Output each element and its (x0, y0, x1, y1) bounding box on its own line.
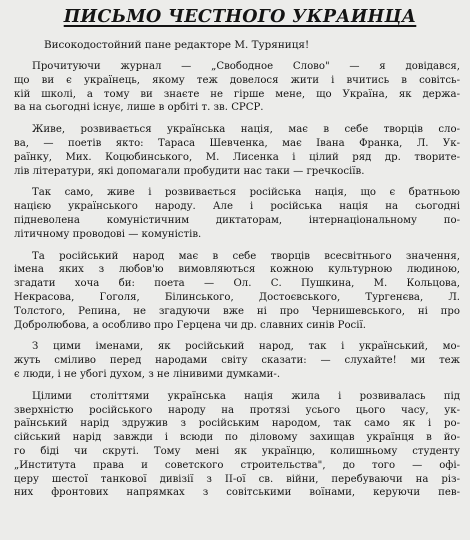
text-line: кій школі, а тому ви знаєте не гірше мене, що Україна, як держа- (14, 88, 460, 100)
text-line: раїнку, Мих. Коцюбинського, М. Лисенка і цілий ряд др. творите- (14, 151, 460, 163)
paragraph-6 (14, 390, 460, 500)
text-line: церу шестої танкової дивізії з ІІ-ої св. війни, перебуваючи на різ- (14, 473, 460, 485)
text-line: згадати хоча би: поета — Ол. С. Пушкина, М. Кольцова, (14, 278, 460, 290)
text-line: З цими іменами, як російський народ, так і український, мо- (32, 341, 460, 353)
text-line: них фронтових напрямках з совітськими воїнами, керуючи пев- (14, 487, 460, 499)
text-line: Толстого, Репина, не згадуючи вже ні про Чернишевського, ні про (14, 305, 460, 317)
paragraph-3 (14, 186, 460, 241)
text-line: підневолена комуністичним диктаторам, інтернаціональному по- (14, 214, 460, 226)
text-line: літичному проводові — комуністів. (14, 228, 202, 240)
letter-greeting: Високодостойний пане редакторе М. Туряниця! (44, 39, 310, 51)
text-line: Прочитуючи журнал — „Свободное Слово" — я довідався, (32, 61, 460, 72)
paragraph-5 (14, 340, 460, 381)
text-line: раїнський нарід здружив з російським народом, так само як і ро- (14, 418, 460, 430)
text-line: сійський нарід завжди і всюди по діловому захищав українця в йо- (14, 432, 460, 444)
text-line: є люди, і не убогі духом, з не лінивими думками-. (14, 368, 281, 380)
text-line: лів літератури, які допомагали пробудити нас таки — гречкосіїв. (14, 165, 365, 177)
text-line: Некрасова, Гоголя, Білинського, Достоєвського, Тургенєва, Л. (14, 291, 460, 303)
paragraph-4 (14, 250, 460, 333)
text-line: Так само, живе і розвивається російська нація, що є братньою (32, 187, 460, 199)
paragraph-2 (14, 123, 460, 178)
text-line: го біді чи скруті. Тому мені як українцю, колишньому студенту (14, 445, 460, 457)
text-line: ва на сьогодні існує, лише в орбіті т. зв. СРСР. (14, 102, 264, 114)
letter-title: ПИСЬМО ЧЕСТНОГО УКРАИНЦА (63, 7, 417, 27)
text-line: що ви є українець, якому теж довелося жити і вчитись в совітсь- (14, 74, 460, 86)
text-line: Та російський народ має в себе творців всесвітнього значення, (32, 250, 460, 262)
text-line: Добролюбова, а особливо про Герцена чи др. славних синів Росії. (14, 319, 366, 331)
paragraph-1 (14, 60, 460, 115)
text-line: Цілими століттями українська нація жила і розвивалась під (32, 390, 460, 402)
text-line: ва, — поетів якто: Тараса Шевченка, має Івана Франка, Л. Ук- (14, 137, 460, 149)
text-line: жуть сміливо перед народами світу сказати: — слухайте! ми теж (14, 355, 460, 367)
text-line: Живе, розвивається українська нація, має в себе творців сло- (32, 124, 460, 136)
text-line: нацією українського народу. Але і російська нація на сьогодні (14, 201, 460, 213)
text-line: імена яких з любов'ю вимовляються кожною культурною людиною, (14, 264, 460, 276)
text-line: зверхністю російського народу на протязі усього цього часу, ук- (14, 404, 460, 416)
text-line: „Института права и советского строительства", до того — офі- (14, 459, 460, 471)
